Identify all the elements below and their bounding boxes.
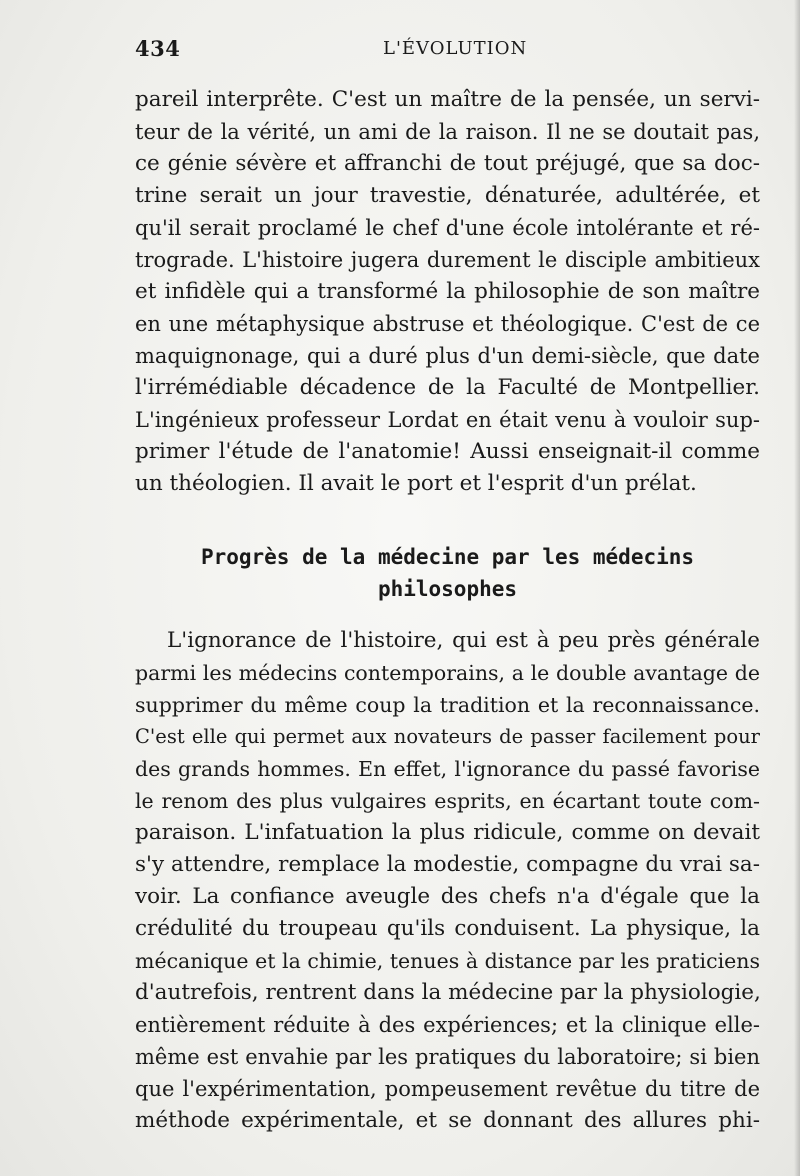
- text-line: l'irrémédiable décadence de la Faculté de Montpellier.: [135, 375, 760, 400]
- text-line: s'y attendre, remplace la modestie, compagne du vrai sa-: [135, 852, 760, 877]
- text-line: d'autrefois, rentrent dans la médecine par la physiologie,: [135, 980, 761, 1005]
- section-heading: [135, 541, 760, 605]
- text-line: L'ingénieux professeur Lordat en était venu à vouloir sup-: [135, 408, 760, 432]
- text-line: que l'expérimentation, pompeusement revêtue du titre de: [135, 1077, 760, 1101]
- text-line: voir. La confiance aveugle des chefs n'a d'égale que la: [135, 884, 760, 909]
- text-line: entièrement réduite à des expériences; et la clinique elle-: [135, 1013, 760, 1037]
- section-heading-line-2: philosophes: [377, 577, 518, 601]
- section-heading-line-1: Progrès de la médecine par les médecins: [200, 545, 695, 569]
- text-line: en une métaphysique abstruse et théologique. C'est de ce: [135, 312, 760, 336]
- text-line: qu'il serait proclamé le chef d'une école intolérante et ré-: [135, 216, 760, 240]
- text-line: paraison. L'infatuation la plus ridicule, comme on devait: [135, 820, 760, 845]
- page-edge-shadow: [794, 0, 800, 1176]
- text-line: trograde. L'histoire jugera durement le disciple ambitieux: [135, 248, 760, 272]
- text-line: méthode expérimentale, et se donnant des allures phi-: [135, 1108, 760, 1133]
- paragraph-2: [135, 625, 760, 1137]
- text-line: pareil interprête. C'est un maître de la pensée, un servi-: [135, 87, 760, 112]
- text-line: C'est elle qui permet aux novateurs de passer facilement pour: [135, 725, 760, 748]
- running-head: L'ÉVOLUTION: [383, 38, 528, 59]
- text-line: le renom des plus vulgaires esprits, en écartant toute com-: [135, 789, 760, 813]
- page-header: [135, 36, 755, 66]
- text-line: même est envahie par les pratiques du laboratoire; si bien: [135, 1045, 760, 1069]
- text-line: maquignonage, qui a duré plus d'un demi-siècle, que date: [135, 344, 760, 368]
- text-line: crédulité du troupeau qu'ils conduisent. La physique, la: [135, 916, 760, 941]
- paragraph-1: [135, 84, 760, 500]
- text-line: parmi les médecins contemporains, a le double avantage de: [135, 661, 760, 685]
- page-number: 434: [135, 36, 181, 61]
- text-line: teur de la vérité, un ami de la raison. Il ne se doutait pas,: [135, 120, 760, 144]
- text-line: mécanique et la chimie, tenues à distance par les praticiens: [135, 949, 760, 973]
- text-line: ce génie sévère et affranchi de tout préjugé, que sa doc-: [135, 151, 760, 176]
- text-line: des grands hommes. En effet, l'ignorance du passé favorise: [135, 757, 760, 781]
- text-line: L'ignorance de l'histoire, qui est à peu près générale: [167, 628, 760, 653]
- text-line: trine serait un jour travestie, dénaturée, adultérée, et: [135, 183, 760, 208]
- text-line: primer l'étude de l'anatomie! Aussi enseignait-il comme: [135, 439, 760, 464]
- text-line: et infidèle qui a transformé la philosophie de son maître: [135, 279, 760, 304]
- text-line: un théologien. Il avait le port et l'esprit d'un prélat.: [135, 471, 697, 496]
- text-line: supprimer du même coup la tradition et la reconnaissance.: [135, 693, 760, 717]
